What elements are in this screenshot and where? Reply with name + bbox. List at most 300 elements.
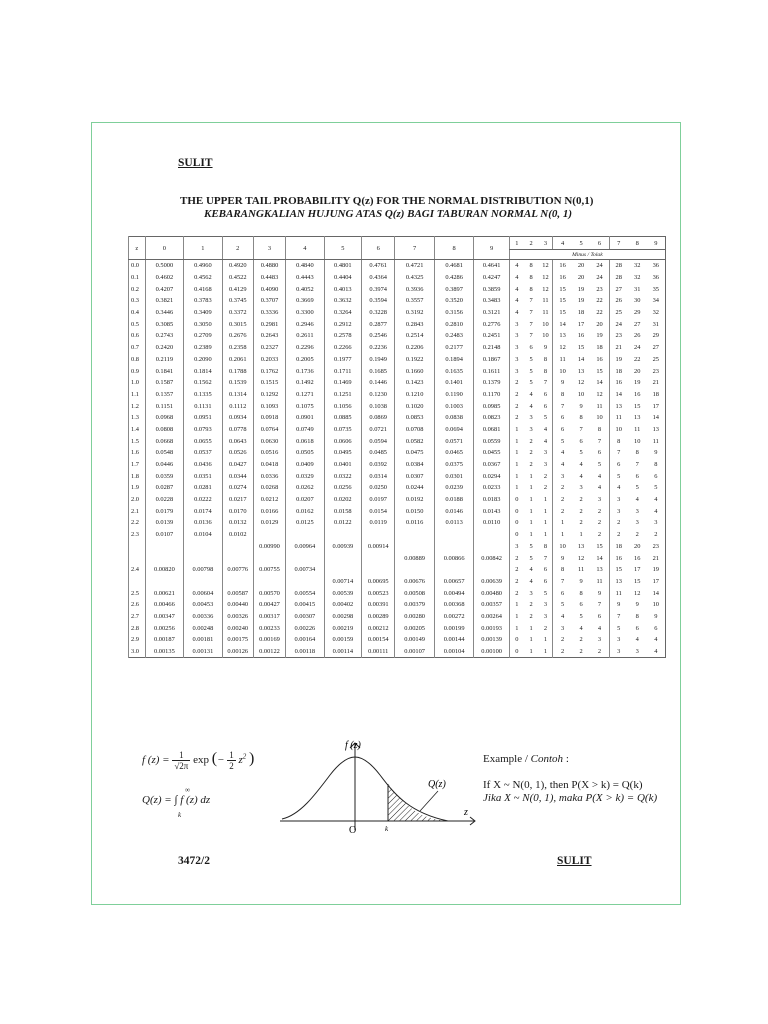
col-header: 7 — [395, 237, 435, 260]
probability-cell: 0.0475 — [395, 447, 435, 459]
z-cell: 0.4 — [129, 307, 146, 319]
probability-cell: 0.3156 — [434, 307, 474, 319]
probability-cell: 0.0409 — [286, 459, 325, 471]
table-row — [129, 307, 666, 319]
probability-cell: 0.0294 — [474, 470, 509, 482]
z-cell: 2.6 — [129, 599, 146, 611]
probability-cell — [145, 552, 184, 564]
probability-cell: 0.00219 — [324, 622, 361, 634]
difference-cell: 4 — [597, 624, 602, 632]
difference-cell: 7 — [635, 461, 639, 469]
difference-cell: 5 — [529, 554, 533, 562]
probability-cell: 0.1020 — [395, 400, 435, 412]
example-heading — [483, 753, 569, 765]
difference-cell: 4 — [597, 484, 602, 492]
difference-cell: 9 — [609, 599, 628, 611]
probability-cell: 0.00889 — [395, 552, 435, 564]
probability-cell — [324, 552, 361, 564]
probability-cell: 0.1056 — [324, 400, 361, 412]
probability-cell: 0.00118 — [286, 646, 325, 658]
difference-cell: 1 — [509, 482, 524, 494]
probability-cell: 0.0559 — [474, 435, 509, 447]
probability-cell: 0.0526 — [222, 447, 253, 459]
probability-cell: 0.2327 — [253, 342, 285, 354]
probability-cell: 0.00199 — [434, 622, 474, 634]
probability-cell: 0.0129 — [253, 517, 285, 529]
difference-cell: 5 — [543, 589, 548, 597]
probability-cell — [434, 541, 474, 553]
difference-cell: 21 — [609, 342, 628, 354]
probability-cell: 0.00508 — [395, 587, 435, 599]
difference-cell: 6 — [553, 587, 572, 599]
probability-cell: 0.2005 — [286, 354, 325, 366]
table-row — [129, 412, 666, 424]
difference-cell: 12 — [542, 262, 549, 270]
difference-cell: 24 — [634, 344, 641, 352]
z-cell: 1.9 — [129, 482, 146, 494]
probability-cell: 0.00714 — [324, 576, 361, 588]
probability-cell: 0.1292 — [253, 389, 285, 401]
difference-cell: 7 — [597, 601, 602, 609]
probability-cell: 0.00866 — [434, 552, 474, 564]
col-header: 8 — [434, 237, 474, 260]
table-row — [129, 283, 666, 295]
difference-cell: 1 — [543, 519, 548, 527]
difference-cell: 1 — [529, 648, 533, 656]
difference-cell: 19 — [577, 297, 585, 305]
probability-cell: 0.00676 — [395, 576, 435, 588]
table-row — [129, 482, 666, 494]
difference-cell: 12 — [553, 342, 572, 354]
probability-cell: 0.4602 — [145, 272, 184, 284]
probability-cell: 0.00144 — [434, 634, 474, 646]
difference-cell: 29 — [634, 309, 641, 317]
probability-cell: 0.0951 — [184, 412, 223, 424]
probability-cell: 0.1314 — [222, 389, 253, 401]
difference-cell: 1 — [529, 484, 533, 492]
difference-cell: 27 — [652, 344, 659, 352]
q-pointer — [420, 791, 438, 811]
probability-cell: 0.0465 — [434, 447, 474, 459]
normal-distribution-table — [128, 236, 666, 658]
table-row — [129, 576, 666, 588]
probability-cell: 0.0668 — [145, 435, 184, 447]
z-cell: 0.8 — [129, 354, 146, 366]
probability-cell: 0.2743 — [145, 330, 184, 342]
probability-cell: 0.00734 — [286, 564, 325, 576]
probability-cell: 0.4960 — [184, 260, 223, 272]
difference-cell: 25 — [609, 307, 628, 319]
probability-cell: 0.0314 — [362, 470, 395, 482]
difference-cell: 12 — [634, 589, 641, 597]
probability-cell — [286, 529, 325, 541]
z-cell: 2.2 — [129, 517, 146, 529]
difference-cell: 2 — [597, 507, 602, 515]
probability-cell: 0.0136 — [184, 517, 223, 529]
table-row — [129, 377, 666, 389]
table-row — [129, 330, 666, 342]
probability-cell: 0.0104 — [184, 529, 223, 541]
probability-cell: 0.1814 — [184, 365, 223, 377]
difference-cell: 3 — [597, 496, 602, 504]
difference-cell: 13 — [596, 566, 603, 574]
table-row — [129, 634, 666, 646]
probability-cell: 0.1251 — [324, 389, 361, 401]
difference-cell: 6 — [553, 412, 572, 424]
difference-cell: 10 — [553, 365, 572, 377]
probability-cell: 0.00317 — [253, 611, 285, 623]
probability-cell: 0.00187 — [145, 634, 184, 646]
probability-cell: 0.00135 — [145, 646, 184, 658]
difference-cell: 14 — [596, 379, 603, 387]
difference-cell: 6 — [529, 344, 533, 352]
probability-cell: 0.0401 — [324, 459, 361, 471]
probability-cell — [286, 576, 325, 588]
probability-cell: 0.0233 — [474, 482, 509, 494]
table-row — [129, 505, 666, 517]
probability-cell — [474, 529, 509, 541]
col-header: 4 — [286, 237, 325, 260]
difference-cell: 8 — [635, 612, 639, 620]
difference-cell: 3 — [635, 507, 639, 515]
probability-cell: 0.1131 — [184, 400, 223, 412]
difference-cell: 14 — [652, 589, 659, 597]
z-cell: 1.7 — [129, 459, 146, 471]
difference-cell: 8 — [654, 461, 658, 469]
probability-cell: 0.2643 — [253, 330, 285, 342]
difference-cell: 2 — [579, 636, 583, 644]
difference-cell: 1 — [553, 517, 572, 529]
difference-cell: 15 — [634, 577, 641, 585]
difference-cell: 3 — [609, 505, 628, 517]
probability-cell: 0.0322 — [324, 470, 361, 482]
probability-cell: 0.2177 — [434, 342, 474, 354]
probability-cell — [395, 529, 435, 541]
probability-cell: 0.00159 — [324, 634, 361, 646]
difference-cell: 4 — [553, 459, 572, 471]
difference-cell: 3 — [609, 494, 628, 506]
probability-cell: 0.0174 — [184, 505, 223, 517]
probability-cell: 0.0516 — [253, 447, 285, 459]
z-cell: 1.3 — [129, 412, 146, 424]
difference-cell: 16 — [634, 390, 641, 398]
difference-cell: 12 — [596, 390, 603, 398]
difference-cell: 17 — [652, 402, 659, 410]
probability-cell: 0.00248 — [184, 622, 223, 634]
difference-cell: 32 — [634, 262, 641, 270]
probability-cell: 0.0735 — [324, 424, 361, 436]
difference-cell: 20 — [634, 542, 641, 550]
difference-cell: 14 — [609, 389, 628, 401]
difference-cell: 13 — [634, 414, 641, 422]
probability-cell: 0.2843 — [395, 318, 435, 330]
difference-cell: 9 — [579, 577, 583, 585]
probability-cell — [474, 564, 509, 576]
probability-cell: 0.2389 — [184, 342, 223, 354]
probability-cell: 0.0681 — [474, 424, 509, 436]
probability-cell: 0.3228 — [362, 307, 395, 319]
probability-cell: 0.00193 — [474, 622, 509, 634]
probability-cell: 0.1762 — [253, 365, 285, 377]
difference-cell: 2 — [609, 529, 628, 541]
z-cell: 0.3 — [129, 295, 146, 307]
probability-cell: 0.1736 — [286, 365, 325, 377]
probability-cell: 0.0367 — [474, 459, 509, 471]
difference-cell: 1 — [529, 624, 533, 632]
table-row — [129, 295, 666, 307]
probability-cell: 0.4052 — [286, 283, 325, 295]
probability-cell: 0.0192 — [395, 494, 435, 506]
probability-cell: 0.3821 — [145, 295, 184, 307]
difference-cell: 16 — [596, 355, 603, 363]
probability-cell: 0.0778 — [222, 424, 253, 436]
difference-cell: 8 — [543, 542, 548, 550]
difference-cell: 2 — [543, 484, 548, 492]
probability-cell: 0.00554 — [286, 587, 325, 599]
probability-cell: 0.2776 — [474, 318, 509, 330]
probability-cell: 0.00104 — [434, 646, 474, 658]
difference-cell: 9 — [553, 552, 572, 564]
probability-cell: 0.1038 — [362, 400, 395, 412]
probability-cell: 0.0179 — [145, 505, 184, 517]
probability-cell: 0.3859 — [474, 283, 509, 295]
probability-cell: 0.3050 — [184, 318, 223, 330]
probability-cell: 0.0274 — [222, 482, 253, 494]
probability-cell: 0.0764 — [253, 424, 285, 436]
probability-cell: 0.1401 — [434, 377, 474, 389]
z-cell: 0.7 — [129, 342, 146, 354]
probability-cell: 0.4562 — [184, 272, 223, 284]
probability-cell: 0.0262 — [286, 482, 325, 494]
z-cell: 1.5 — [129, 435, 146, 447]
difference-cell: 23 — [609, 330, 628, 342]
difference-cell: 13 — [553, 330, 572, 342]
probability-cell: 0.1190 — [434, 389, 474, 401]
probability-cell — [222, 552, 253, 564]
table-row — [129, 517, 666, 529]
difference-cell: 1 — [543, 496, 548, 504]
probability-cell: 0.3192 — [395, 307, 435, 319]
probability-cell: 0.0901 — [286, 412, 325, 424]
probability-cell: 0.0162 — [286, 505, 325, 517]
probability-cell: 0.1469 — [324, 377, 361, 389]
probability-cell: 0.0721 — [362, 424, 395, 436]
half-num: 1 — [229, 750, 234, 760]
table-row — [129, 389, 666, 401]
difference-cell: 23 — [652, 367, 659, 375]
probability-cell: 0.0154 — [362, 505, 395, 517]
probability-cell: 0.0643 — [222, 435, 253, 447]
table-row — [129, 564, 666, 576]
difference-cell: 17 — [577, 320, 585, 328]
probability-cell: 0.00587 — [222, 587, 253, 599]
probability-cell: 0.0207 — [286, 494, 325, 506]
difference-cell: 2 — [553, 634, 572, 646]
table-row — [129, 611, 666, 623]
probability-cell: 0.1093 — [253, 400, 285, 412]
probability-cell: 0.0485 — [362, 447, 395, 459]
probability-cell: 0.4325 — [395, 272, 435, 284]
table-row — [129, 342, 666, 354]
table-row — [129, 365, 666, 377]
exp-label: exp — [193, 754, 209, 767]
difference-cell: 15 — [609, 564, 628, 576]
probability-cell: 0.00100 — [474, 646, 509, 658]
probability-cell: 0.0329 — [286, 470, 325, 482]
probability-cell — [395, 564, 435, 576]
difference-cell: 4 — [553, 611, 572, 623]
table-body — [129, 260, 666, 658]
probability-cell: 0.2451 — [474, 330, 509, 342]
probability-cell: 0.0359 — [145, 470, 184, 482]
difference-cell: 11 — [596, 402, 603, 410]
probability-cell: 0.0793 — [184, 424, 223, 436]
probability-cell: 0.00914 — [362, 541, 395, 553]
difference-cell: 1 — [543, 648, 548, 656]
probability-cell: 0.0125 — [286, 517, 325, 529]
probability-cell: 0.3897 — [434, 283, 474, 295]
probability-cell: 0.4801 — [324, 260, 361, 272]
difference-cell: 3 — [509, 318, 524, 330]
probability-cell: 0.4721 — [395, 260, 435, 272]
difference-cell: 24 — [596, 274, 603, 282]
probability-cell: 0.0869 — [362, 412, 395, 424]
table-row — [129, 459, 666, 471]
difference-cell: 11 — [577, 566, 585, 574]
difference-cell: 16 — [553, 260, 572, 272]
probability-cell: 0.4404 — [324, 272, 361, 284]
probability-cell: 0.00368 — [434, 599, 474, 611]
probability-cell: 0.00264 — [474, 611, 509, 623]
probability-cell: 0.0268 — [253, 482, 285, 494]
probability-cell: 0.0351 — [184, 470, 223, 482]
difference-cell: 2 — [597, 531, 602, 539]
difference-cell: 1 — [529, 636, 533, 644]
difference-cell: 3 — [654, 519, 658, 527]
difference-cell: 15 — [553, 283, 572, 295]
probability-cell — [184, 576, 223, 588]
z-cell: 2.5 — [129, 587, 146, 599]
difference-cell: 31 — [652, 320, 659, 328]
probability-cell: 0.1335 — [184, 389, 223, 401]
difference-cell: 2 — [579, 496, 583, 504]
probability-cell: 0.1841 — [145, 365, 184, 377]
probability-cell: 0.00272 — [434, 611, 474, 623]
probability-cell: 0.00181 — [184, 634, 223, 646]
difference-cell: 10 — [609, 424, 628, 436]
probability-cell: 0.0281 — [184, 482, 223, 494]
probability-cell — [222, 576, 253, 588]
probability-cell: 0.2358 — [222, 342, 253, 354]
difference-cell: 15 — [553, 295, 572, 307]
table-row — [129, 622, 666, 634]
probability-cell: 0.00169 — [253, 634, 285, 646]
probability-cell: 0.2033 — [253, 354, 285, 366]
z-cell: 1.8 — [129, 470, 146, 482]
difference-cell: 1 — [529, 496, 533, 504]
difference-cell: 2 — [529, 437, 533, 445]
difference-cell: 13 — [577, 542, 585, 550]
difference-cell: 29 — [652, 332, 659, 340]
probability-cell: 0.00621 — [145, 587, 184, 599]
z-cell: 2.9 — [129, 634, 146, 646]
difference-cell: 10 — [577, 390, 585, 398]
probability-cell: 0.0107 — [145, 529, 184, 541]
table-title-malay: KEBARANGKALIAN HUJUNG ATAS Q(z) BAGI TABURAN NORMAL N(0, 1) — [204, 208, 573, 220]
minus-caption: Minus / Tolak — [509, 250, 665, 260]
probability-cell: 0.0606 — [324, 435, 361, 447]
difference-cell: 27 — [634, 320, 641, 328]
probability-cell: 0.00453 — [184, 599, 223, 611]
difference-cell: 11 — [553, 354, 572, 366]
probability-cell: 0.00539 — [324, 587, 361, 599]
density-lhs: f (z) = — [142, 754, 170, 767]
probability-cell: 0.1635 — [434, 365, 474, 377]
probability-cell: 0.2206 — [395, 342, 435, 354]
col-header: 0 — [145, 237, 184, 260]
difference-cell: 4 — [654, 648, 658, 656]
probability-cell: 0.1562 — [184, 377, 223, 389]
probability-cell: 0.00164 — [286, 634, 325, 646]
probability-cell: 0.0537 — [184, 447, 223, 459]
probability-cell: 0.3121 — [474, 307, 509, 319]
probability-cell: 0.00226 — [286, 622, 325, 634]
probability-cell: 0.1151 — [145, 400, 184, 412]
probability-cell: 0.4443 — [286, 272, 325, 284]
difference-cell: 8 — [543, 355, 548, 363]
difference-cell: 1 — [509, 447, 524, 459]
probability-cell — [253, 529, 285, 541]
table-row — [129, 494, 666, 506]
difference-cell: 13 — [609, 576, 628, 588]
probability-cell: 0.0244 — [395, 482, 435, 494]
probability-cell: 0.0838 — [434, 412, 474, 424]
difference-cell: 23 — [596, 285, 603, 293]
difference-cell: 4 — [509, 307, 524, 319]
probability-cell: 0.4129 — [222, 283, 253, 295]
example-heading-colon: : — [563, 753, 569, 765]
difference-cell: 36 — [652, 262, 659, 270]
probability-cell: 0.2420 — [145, 342, 184, 354]
difference-cell: 14 — [553, 318, 572, 330]
probability-cell: 0.00570 — [253, 587, 285, 599]
probability-cell: 0.0336 — [253, 470, 285, 482]
difference-cell: 3 — [529, 589, 533, 597]
difference-cell: 26 — [634, 332, 641, 340]
probability-cell: 0.4090 — [253, 283, 285, 295]
difference-cell: 3 — [509, 342, 524, 354]
probability-cell: 0.0228 — [145, 494, 184, 506]
difference-cell: 19 — [577, 285, 585, 293]
difference-cell: 20 — [577, 274, 585, 282]
difference-cell: 3 — [609, 634, 628, 646]
difference-cell: 2 — [509, 587, 524, 599]
probability-cell: 0.2236 — [362, 342, 395, 354]
probability-cell: 0.0143 — [474, 505, 509, 517]
probability-cell: 0.4880 — [253, 260, 285, 272]
q-label: Q(z) — [428, 779, 446, 790]
difference-cell: 2 — [635, 531, 639, 539]
example-heading-en: Example / — [483, 753, 531, 765]
difference-cell: 2 — [509, 412, 524, 424]
difference-cell: 10 — [634, 437, 641, 445]
probability-cell: 0.0885 — [324, 412, 361, 424]
probability-cell: 0.2061 — [222, 354, 253, 366]
table-row — [129, 354, 666, 366]
difference-cell: 31 — [634, 285, 641, 293]
z-cell: 0.1 — [129, 272, 146, 284]
probability-cell: 0.00307 — [286, 611, 325, 623]
